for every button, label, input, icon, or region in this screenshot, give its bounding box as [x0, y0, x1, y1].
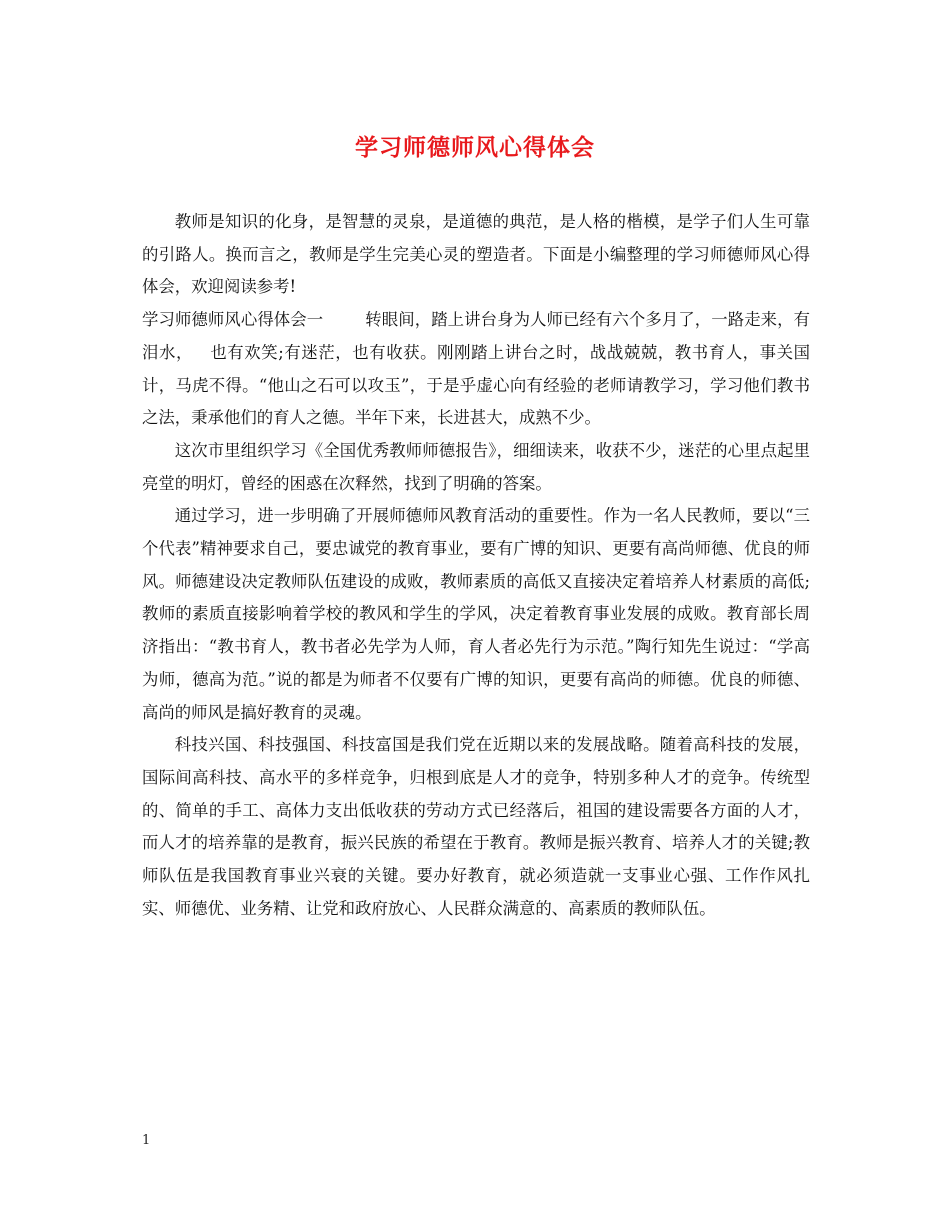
- document-title: 学习师德师风心得体会: [355, 134, 595, 161]
- document-body: [142, 206, 810, 925]
- page-number: 1: [142, 1133, 151, 1148]
- body-paragraph: 通过学习，进一步明确了开展师德师风教育活动的重要性。作为一名人民教师，要以“三个代表”精神要求自己，要忠诚党的教育事业，要有广博的知识、更要有高尚师德、优良的师风。师德建设决定教师队伍建设的成败，教师素质的高低又直接决定着培养人材素质的高低;教师的素质直接影响着学校的教风和学生的学风，决定着教育事业发展的成败。教育部长周济指出：“教书育人，教书者必先学为人师，育人者必先行为示范。”陶行知先生说过：“学高为师，德高为范。”说的都是为师者不仅要有广博的知识，更要有高尚的师德。优良的师德、高尚的师风是搞好教育的灵魂。: [142, 506, 810, 722]
- body-paragraph: 这次市里组织学习《全国优秀教师师德报告》，细细读来，收获不少，迷茫的心里点起里亮堂的明灯，曾经的困惑在次释然，找到了明确的答案。: [142, 440, 810, 493]
- intro-paragraph: 教师是知识的化身，是智慧的灵泉，是道德的典范，是人格的楷模，是学子们人生可靠的引路人。换而言之，教师是学生完美心灵的塑造者。下面是小编整理的学习师德师风心得体会，欢迎阅读参考!: [142, 212, 810, 297]
- body-paragraph: 科技兴国、科技强国、科技富国是我们党在近期以来的发展战略。随着高科技的发展，国际间高科技、高水平的多样竞争，归根到底是人才的竞争，特别多种人才的竞争。传统型的、简单的手工、高体力支出低收获的劳动方式已经落后，祖国的建设需要各方面的人才，而人才的培养靠的是教育，振兴民族的希望在于教育。教师是振兴教育、培养人才的关键;教师队伍是我国教育事业兴衰的关键。要办好教育，就必须造就一支事业心强、工作作风扎实、师德优、业务精、让党和政府放心、人民群众满意的、高素质的教师队伍。: [142, 735, 810, 918]
- section-text-part1: 转眼间，踏上讲台身为人师已经有六个多月了，一路走来，有泪水，: [142, 310, 811, 362]
- section-heading: 学习师德师风心得体会一: [142, 310, 324, 330]
- section-text-part2: 也有欢笑;有迷茫，也有收获。刚刚踏上讲台之时，战战兢兢，教书育人，事关国计，马虎不得。“他山之石可以攻玉”，于是乎虚心向有经验的老师请教学习，学习他们教书之法，秉承他们的育人之德。半年下来，长进甚大，成熟不少。: [142, 342, 810, 428]
- section-paragraph: [142, 304, 810, 435]
